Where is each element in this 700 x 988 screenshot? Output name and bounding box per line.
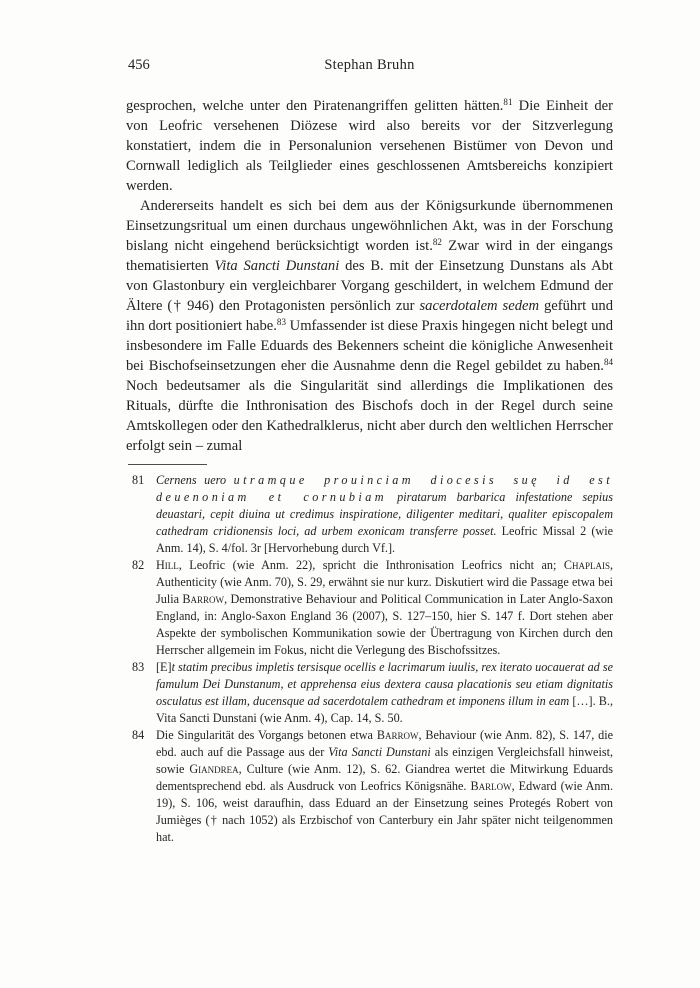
footnote-text: Die Singularität des Vorgangs betonen etwa Barrow, Behaviour (wie Anm. 82), S. 147, die ebd. auch auf die Passage aus der Vita Sancti Dunstani als einzigen Vergleichsfall hinweist, sowie Giandrea, Culture (wie Anm. 12), S. 62. Giandrea wertet die Mitwirkung Eduards dementsprechend ebd. als Ausdruck von Leofrics Königsnähe. Barlow, Edward (wie Anm. 19), S. 106, weist daraufhin, dass Eduard an der Einsetzung seines Protegés Robert von Jumièges († nach 1052) als Erzbischof von Canterbury ein Jahr später nicht teilgenommen hat. <box>156 728 614 844</box>
body-text <box>126 96 613 456</box>
footnote-84 <box>126 727 613 846</box>
page-number: 456 <box>128 57 150 73</box>
body-paragraph-2: Andererseits handelt es sich bei dem aus der Königsurkunde übernommenen Einsetzungsritual um einen durchaus ungewöhnlichen Akt, was in der Forschung bislang nicht eingehend berücksichtigt worden ist.$^{82}$ Zwar wird in der eingangs thematisierten Vita Sancti Dunstani des B. mit der Einsetzung Dunstans als Abt von Glastonbury ein vergleichbarer Vorgang geschildert, in welchem Edmund der Ältere († 946) den Protagonisten persönlich zur sacerdotalem sedem geführt und ihn dort positioniert habe.$^{83}$ Umfassender ist diese Praxis hingegen nicht belegt und insbesondere im Falle Eduards des Bekenners scheint die königliche Anwesenheit bei Bischofseinsetzungen eher die Ausnahme denn die Regel gebildet zu haben.$^{84}$ Noch bedeutsamer als die Singularität sind allerdings die Implikationen des Rituals, dürfte die Inthronisation des Bischofs doch in der Regel durch seine Amtskollegen oder den Kathedralklerus, nicht aber durch den weltlichen Herrscher erfolgt sein – zumal <box>126 198 613 454</box>
footnote-block <box>126 472 613 846</box>
footnote-81 <box>126 472 613 557</box>
footnote-number: 82 <box>132 558 145 572</box>
footnote-number: 84 <box>132 728 145 742</box>
running-header <box>126 56 613 75</box>
footnote-text: Hill, Leofric (wie Anm. 22), spricht die Inthronisation Leofrics nicht an; Chaplais, Authenticity (wie Anm. 70), S. 29, erwähnt sie nur kurz. Diskutiert wird die Passage etwa bei Julia Barrow, Demonstrative Behaviour and Political Communication in Later Anglo-Saxon England, in: Anglo-Saxon England 36 (2007), S. 127–150, hier S. 147 f. Dort stehen aber Aspekte der symbolischen Kommunikation sowie der Übertragung von Kirchen durch den Herrscher allgemein im Fokus, nicht die Verlegung des Bischofssitzes. <box>156 558 614 657</box>
running-head-author: Stephan Bruhn <box>324 57 415 73</box>
footnote-text: Cernens uero utramque prouinciam diocesis suę id est deuenoniam et cornubiam piratarum barbarica infestatione sepius deuastari, cepit diuina ut credimus inspiratione, diligenter meditari, qualiter episcopalem cathedram cridionensis loci, ad urbem exonicam transferre posset. Leofric Missal 2 (wie Anm. 14), S. 4/fol. 3r [Hervorhebung durch Vf.]. <box>156 473 613 555</box>
footnote-82 <box>126 557 613 659</box>
footnote-separator <box>128 464 207 465</box>
footnote-number: 83 <box>132 660 145 674</box>
footnote-text: [E]t statim precibus impletis tersisque ocellis e lacrimarum iuulis, rex iterato uocauerat ad se famulum Dei Dunstanum, et apprehensa eius dextera causa placationis seu etiam dignitatis osculatus est illam, ducensque ad sacerdotalem cathedram et imponens illum in eam […]. B., Vita Sancti Dunstani (wie Anm. 4), Cap. 14, S. 50. <box>156 660 613 725</box>
body-paragraph-1: gesprochen, welche unter den Piratenangriffen gelitten hätten.$^{81}$ Die Einheit der von Leofric versehenen Diözese wird also bereits vor der Sitzverlegung konstatiert, indem die in Personalunion versehenen Bistümer von Devon und Cornwall lediglich als Teilglieder eines geschlossenen Amtsbereichs konzipiert werden. <box>126 97 613 194</box>
footnote-83 <box>126 659 613 727</box>
footnote-number: 81 <box>132 473 145 487</box>
